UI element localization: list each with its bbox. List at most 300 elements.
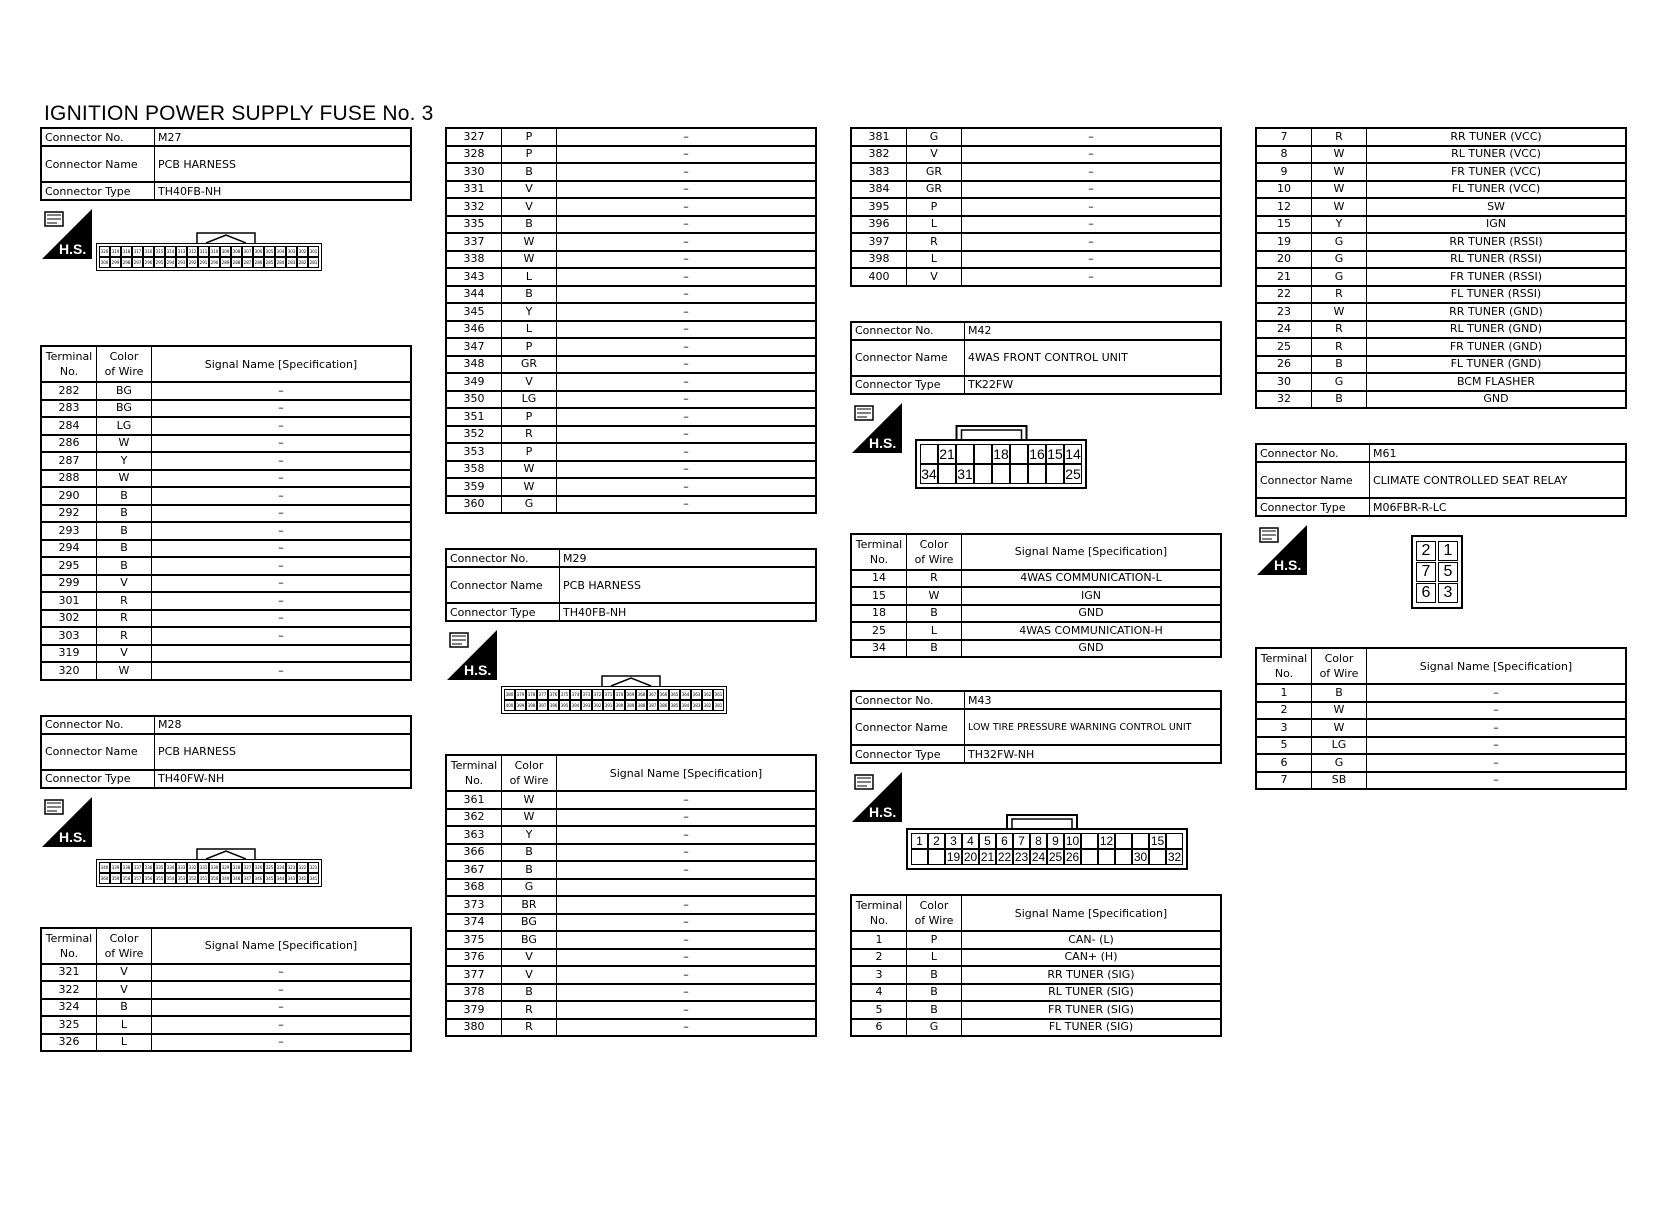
label: Connector Type bbox=[41, 182, 155, 200]
pin-cell: 282 bbox=[297, 257, 308, 268]
label: Connector Name bbox=[851, 340, 965, 376]
pin-cell: 22 bbox=[997, 850, 1012, 864]
signal-name: FL TUNER (SIG) bbox=[962, 1019, 1222, 1037]
connector-name: LOW TIRE PRESSURE WARNING CONTROL UNIT bbox=[965, 709, 1222, 745]
table-row bbox=[446, 338, 816, 356]
label: Connector Name bbox=[851, 709, 965, 745]
signal-name: – bbox=[152, 627, 412, 645]
table-row bbox=[851, 966, 1221, 984]
table-row bbox=[446, 984, 816, 1002]
terminal-no: 284 bbox=[41, 417, 97, 435]
table-row bbox=[446, 931, 816, 949]
wire-color: W bbox=[502, 791, 557, 809]
pin-cell: 358 bbox=[121, 873, 132, 884]
pin-cell bbox=[911, 849, 928, 865]
pin-cell: 308 bbox=[231, 246, 242, 257]
header-signal: Signal Name [Specification] bbox=[557, 755, 817, 791]
table-row bbox=[41, 964, 411, 982]
wire-color: G bbox=[502, 496, 557, 514]
wire-color: Y bbox=[502, 303, 557, 321]
pin-cell: 305 bbox=[264, 246, 275, 257]
pin-cell: 323 bbox=[286, 862, 297, 873]
label: Connector Type bbox=[41, 770, 155, 788]
wire-color: W bbox=[1312, 198, 1367, 216]
table-row bbox=[41, 575, 411, 593]
signal-name: – bbox=[152, 1034, 412, 1052]
table-row bbox=[851, 128, 1221, 146]
pin-cell: 14 bbox=[1065, 445, 1081, 462]
signal-name: IGN bbox=[1367, 216, 1627, 234]
signal-name: RL TUNER (GND) bbox=[1367, 321, 1627, 339]
terminal-no: 361 bbox=[446, 791, 502, 809]
connector-latch bbox=[906, 812, 1178, 828]
terminal-no: 335 bbox=[446, 216, 502, 234]
table-row bbox=[446, 198, 816, 216]
signal-name: – bbox=[962, 216, 1222, 234]
pin-cell: 330 bbox=[209, 862, 220, 873]
pin-cell: 15 bbox=[1150, 834, 1165, 848]
signal-name: FR TUNER (RSSI) bbox=[1367, 268, 1627, 286]
m42-terminal-table bbox=[850, 533, 1222, 659]
pin-cell: 349 bbox=[220, 873, 231, 884]
signal-name: – bbox=[557, 443, 817, 461]
terminal-no: 363 bbox=[446, 826, 502, 844]
connector-name: PCB HARNESS bbox=[155, 734, 412, 770]
pin-cell: 293 bbox=[176, 257, 187, 268]
signal-name: – bbox=[557, 286, 817, 304]
wire-color: V bbox=[502, 949, 557, 967]
signal-name: RL TUNER (RSSI) bbox=[1367, 251, 1627, 269]
pin-cell: 325 bbox=[264, 862, 275, 873]
table-row bbox=[446, 163, 816, 181]
wire-color: R bbox=[907, 570, 962, 588]
wire-color: W bbox=[97, 662, 152, 680]
header-color: Color of Wire bbox=[1312, 648, 1367, 684]
connector-name: CLIMATE CONTROLLED SEAT RELAY bbox=[1370, 462, 1627, 498]
signal-name: – bbox=[152, 999, 412, 1017]
pin-cell: 376 bbox=[548, 689, 559, 700]
pin-cell: 362 bbox=[702, 689, 713, 700]
table-row bbox=[446, 181, 816, 199]
signal-name: 4WAS COMMUNICATION-L bbox=[962, 570, 1222, 588]
signal-name: FR TUNER (GND) bbox=[1367, 338, 1627, 356]
pin-cell: 354 bbox=[165, 873, 176, 884]
wire-color: B bbox=[1312, 356, 1367, 374]
signal-name: – bbox=[557, 251, 817, 269]
signal-name: 4WAS COMMUNICATION-H bbox=[962, 622, 1222, 640]
wire-color: R bbox=[502, 1001, 557, 1019]
signal-name: – bbox=[962, 251, 1222, 269]
pin-cell: 26 bbox=[1065, 850, 1080, 864]
signal-name: RL TUNER (VCC) bbox=[1367, 146, 1627, 164]
pin-cell: 372 bbox=[592, 689, 603, 700]
signal-name: – bbox=[152, 470, 412, 488]
pin-cell: 377 bbox=[537, 689, 548, 700]
table-row bbox=[446, 949, 816, 967]
wire-color: G bbox=[1312, 754, 1367, 772]
pin-cell: 337 bbox=[132, 862, 143, 873]
terminal-no: 3 bbox=[1256, 719, 1312, 737]
m61-terminal-table bbox=[1255, 647, 1627, 790]
connector-type: TH32FW-NH bbox=[965, 745, 1222, 763]
wire-color: W bbox=[1312, 303, 1367, 321]
table-row bbox=[446, 321, 816, 339]
pin-cell: 2 bbox=[1416, 541, 1436, 561]
pin-cell: 313 bbox=[176, 246, 187, 257]
table-row bbox=[1256, 702, 1626, 720]
pin-cell: 316 bbox=[143, 246, 154, 257]
table-row bbox=[851, 1019, 1221, 1037]
table-row bbox=[851, 587, 1221, 605]
label: Connector Type bbox=[1256, 498, 1370, 516]
header-terminal: Terminal No. bbox=[851, 534, 907, 570]
table-row bbox=[1256, 128, 1626, 146]
m61-connector bbox=[1411, 535, 1463, 609]
wire-color: L bbox=[502, 268, 557, 286]
pin-cell: 19 bbox=[946, 850, 961, 864]
terminal-no: 301 bbox=[41, 592, 97, 610]
wire-color: P bbox=[502, 338, 557, 356]
pin-cell: 9 bbox=[1047, 833, 1064, 849]
signal-name: FL TUNER (GND) bbox=[1367, 356, 1627, 374]
signal-name: – bbox=[557, 931, 817, 949]
connector-type: TH40FW-NH bbox=[155, 770, 412, 788]
table-row bbox=[41, 540, 411, 558]
pin-cell: 290 bbox=[209, 257, 220, 268]
label: Connector Type bbox=[851, 376, 965, 394]
terminal-no: 15 bbox=[1256, 216, 1312, 234]
table-row bbox=[446, 461, 816, 479]
signal-name: – bbox=[152, 557, 412, 575]
wire-color: W bbox=[502, 809, 557, 827]
signal-name: – bbox=[557, 1019, 817, 1037]
connector-latch bbox=[601, 674, 661, 686]
terminal-no: 373 bbox=[446, 896, 502, 914]
table-row bbox=[851, 949, 1221, 967]
wire-color: B bbox=[97, 487, 152, 505]
table-row bbox=[41, 400, 411, 418]
wire-color: L bbox=[907, 949, 962, 967]
wire-color: V bbox=[97, 981, 152, 999]
signal-name: – bbox=[1367, 719, 1627, 737]
connector-name: 4WAS FRONT CONTROL UNIT bbox=[965, 340, 1222, 376]
terminal-no: 32 bbox=[1256, 391, 1312, 409]
terminal-no: 287 bbox=[41, 452, 97, 470]
pin-cell: 326 bbox=[253, 862, 264, 873]
signal-name: – bbox=[557, 268, 817, 286]
signal-name: CAN+ (H) bbox=[962, 949, 1222, 967]
harness-side-icon bbox=[447, 630, 497, 680]
terminal-no: 34 bbox=[851, 640, 907, 658]
wire-color: B bbox=[502, 163, 557, 181]
table-row bbox=[1256, 356, 1626, 374]
connector-no: M43 bbox=[965, 691, 1222, 709]
wire-color: R bbox=[97, 592, 152, 610]
table-row bbox=[851, 984, 1221, 1002]
wire-color: W bbox=[502, 251, 557, 269]
wire-color: V bbox=[97, 645, 152, 663]
wire-color: B bbox=[97, 557, 152, 575]
pin-cell: 375 bbox=[559, 689, 570, 700]
table-row bbox=[446, 1001, 816, 1019]
terminal-no: 321 bbox=[41, 964, 97, 982]
signal-name: – bbox=[557, 391, 817, 409]
pin-cell: 345 bbox=[264, 873, 275, 884]
connector-latch bbox=[915, 423, 1068, 439]
column-1 bbox=[40, 127, 412, 1052]
terminal-no: 295 bbox=[41, 557, 97, 575]
table-row bbox=[446, 966, 816, 984]
terminal-no: 22 bbox=[1256, 286, 1312, 304]
pin-cell: 398 bbox=[526, 700, 537, 711]
wire-color: LG bbox=[1312, 737, 1367, 755]
wire-color: B bbox=[502, 286, 557, 304]
pin-cell: 288 bbox=[231, 257, 242, 268]
table-row bbox=[446, 443, 816, 461]
pin-cell: 373 bbox=[581, 689, 592, 700]
signal-name: – bbox=[557, 791, 817, 809]
pin-cell: 335 bbox=[154, 862, 165, 873]
harness-side-icon bbox=[852, 403, 902, 453]
terminal-no: 9 bbox=[1256, 163, 1312, 181]
label: Connector No. bbox=[446, 549, 560, 567]
table-row bbox=[1256, 321, 1626, 339]
wire-color: G bbox=[1312, 268, 1367, 286]
wire-color: B bbox=[907, 984, 962, 1002]
terminal-no: 5 bbox=[851, 1001, 907, 1019]
wire-color: R bbox=[1312, 338, 1367, 356]
signal-name: – bbox=[557, 1001, 817, 1019]
m29-connector bbox=[501, 674, 727, 714]
pin-cell: 351 bbox=[198, 873, 209, 884]
wire-color: BG bbox=[97, 400, 152, 418]
wire-color: L bbox=[907, 251, 962, 269]
pin-cell: 15 bbox=[1047, 445, 1063, 462]
pin-cell: 21 bbox=[980, 850, 995, 864]
table-row bbox=[446, 303, 816, 321]
terminal-no: 367 bbox=[446, 861, 502, 879]
m28-connector bbox=[96, 847, 322, 887]
signal-name: RL TUNER (SIG) bbox=[962, 984, 1222, 1002]
harness-side-icon bbox=[852, 772, 902, 822]
terminal-no: 350 bbox=[446, 391, 502, 409]
pin-cell: 32 bbox=[1167, 850, 1182, 864]
connector-type: TK22FW bbox=[965, 376, 1222, 394]
signal-name: – bbox=[557, 984, 817, 1002]
pin-cell: 7 bbox=[1013, 833, 1030, 849]
hs-label: H.S. bbox=[59, 828, 87, 845]
header-terminal: Terminal No. bbox=[446, 755, 502, 791]
table-row bbox=[1256, 754, 1626, 772]
terminal-no: 24 bbox=[1256, 321, 1312, 339]
table-row bbox=[41, 505, 411, 523]
header-terminal: Terminal No. bbox=[851, 895, 907, 931]
wire-color: BG bbox=[97, 382, 152, 400]
wire-color: B bbox=[502, 861, 557, 879]
pin-cell: 383 bbox=[691, 700, 702, 711]
pin-cell: 31 bbox=[957, 465, 973, 482]
wire-color: LG bbox=[97, 417, 152, 435]
terminal-no: 302 bbox=[41, 610, 97, 628]
terminal-no: 286 bbox=[41, 435, 97, 453]
pin-cell bbox=[1166, 833, 1183, 849]
connector-latch bbox=[196, 231, 256, 243]
wire-color: G bbox=[907, 1019, 962, 1037]
wire-color: G bbox=[502, 879, 557, 897]
wire-color: GR bbox=[907, 181, 962, 199]
wire-color: R bbox=[1312, 321, 1367, 339]
signal-name: – bbox=[557, 496, 817, 514]
terminal-no: 380 bbox=[446, 1019, 502, 1037]
table-row bbox=[851, 931, 1221, 949]
terminal-no: 345 bbox=[446, 303, 502, 321]
pin-cell bbox=[974, 464, 992, 484]
wire-color: V bbox=[502, 198, 557, 216]
terminal-no: 362 bbox=[446, 809, 502, 827]
table-row bbox=[41, 627, 411, 645]
table-row bbox=[41, 1016, 411, 1034]
pin-cell: 21 bbox=[939, 445, 955, 462]
terminal-no: 338 bbox=[446, 251, 502, 269]
pin-cell: 336 bbox=[143, 862, 154, 873]
wire-color: V bbox=[502, 966, 557, 984]
pin-cell: 370 bbox=[614, 689, 625, 700]
pin-cell bbox=[920, 444, 938, 464]
continued-table-2 bbox=[445, 127, 817, 514]
wire-color: V bbox=[97, 964, 152, 982]
connector-no: M42 bbox=[965, 322, 1222, 340]
pin-cell: 356 bbox=[143, 873, 154, 884]
table-row bbox=[446, 216, 816, 234]
pin-cell: 379 bbox=[515, 689, 526, 700]
pin-cell: 378 bbox=[526, 689, 537, 700]
signal-name: – bbox=[152, 382, 412, 400]
pin-cell: 318 bbox=[121, 246, 132, 257]
signal-name: – bbox=[152, 505, 412, 523]
wire-color: P bbox=[502, 408, 557, 426]
terminal-no: 327 bbox=[446, 128, 502, 146]
pin-cell: 4 bbox=[962, 833, 979, 849]
pin-cell: 394 bbox=[570, 700, 581, 711]
pin-cell: 5 bbox=[979, 833, 996, 849]
terminal-no: 324 bbox=[41, 999, 97, 1017]
pin-cell: 361 bbox=[713, 689, 724, 700]
table-row bbox=[851, 181, 1221, 199]
connector-no: M27 bbox=[155, 128, 412, 146]
m27-connector bbox=[96, 231, 322, 271]
pin-cell bbox=[938, 464, 956, 484]
pin-cell: 364 bbox=[680, 689, 691, 700]
pin-cell: 286 bbox=[253, 257, 264, 268]
m29-info bbox=[445, 548, 817, 622]
hs-label: H.S. bbox=[59, 241, 87, 257]
label: Connector Type bbox=[446, 603, 560, 621]
pin-cell: 1 bbox=[911, 833, 928, 849]
signal-name: SW bbox=[1367, 198, 1627, 216]
table-row bbox=[41, 592, 411, 610]
pin-cell: 386 bbox=[658, 700, 669, 711]
pin-cell: 285 bbox=[264, 257, 275, 268]
wire-color: P bbox=[907, 198, 962, 216]
wire-color: L bbox=[907, 216, 962, 234]
terminal-no: 325 bbox=[41, 1016, 97, 1034]
terminal-no: 326 bbox=[41, 1034, 97, 1052]
wire-color: B bbox=[1312, 684, 1367, 702]
m43-info bbox=[850, 690, 1222, 764]
terminal-no: 397 bbox=[851, 233, 907, 251]
terminal-no: 368 bbox=[446, 879, 502, 897]
terminal-no: 319 bbox=[41, 645, 97, 663]
wire-color: W bbox=[1312, 146, 1367, 164]
pin-cell: 7 bbox=[1416, 562, 1436, 582]
terminal-no: 381 bbox=[851, 128, 907, 146]
wire-color: W bbox=[502, 233, 557, 251]
wire-color: B bbox=[97, 999, 152, 1017]
connector-latch bbox=[196, 847, 256, 859]
signal-name: – bbox=[557, 198, 817, 216]
header-terminal: Terminal No. bbox=[1256, 648, 1312, 684]
wire-color: GR bbox=[907, 163, 962, 181]
wire-color: R bbox=[502, 1019, 557, 1037]
pin-cell: 338 bbox=[121, 862, 132, 873]
m42-info bbox=[850, 321, 1222, 395]
terminal-no: 294 bbox=[41, 540, 97, 558]
pin-cell: 291 bbox=[198, 257, 209, 268]
signal-name: – bbox=[152, 435, 412, 453]
header-signal: Signal Name [Specification] bbox=[962, 534, 1222, 570]
pin-cell: 25 bbox=[1065, 465, 1081, 482]
label: Connector No. bbox=[41, 716, 155, 734]
m27-info bbox=[40, 127, 412, 201]
pin-cell bbox=[928, 849, 945, 865]
label: Connector Name bbox=[1256, 462, 1370, 498]
pin-cell: 374 bbox=[570, 689, 581, 700]
terminal-no: 5 bbox=[1256, 737, 1312, 755]
wire-color: B bbox=[502, 984, 557, 1002]
pin-cell: 339 bbox=[110, 862, 121, 873]
table-row bbox=[446, 896, 816, 914]
table-row bbox=[41, 662, 411, 680]
pin-cell: 10 bbox=[1065, 834, 1080, 848]
terminal-no: 344 bbox=[446, 286, 502, 304]
terminal-no: 330 bbox=[446, 163, 502, 181]
terminal-no: 377 bbox=[446, 966, 502, 984]
pin-cell: 355 bbox=[154, 873, 165, 884]
pin-cell bbox=[1115, 849, 1132, 865]
pin-cell: 2 bbox=[928, 833, 945, 849]
table-row bbox=[41, 435, 411, 453]
signal-name: – bbox=[557, 163, 817, 181]
table-row bbox=[41, 417, 411, 435]
wire-color: L bbox=[97, 1016, 152, 1034]
pin-cell: 283 bbox=[286, 257, 297, 268]
signal-name: – bbox=[152, 400, 412, 418]
wire-color: L bbox=[97, 1034, 152, 1052]
table-row bbox=[1256, 233, 1626, 251]
header-signal: Signal Name [Specification] bbox=[1367, 648, 1627, 684]
pin-cell: 320 bbox=[99, 246, 110, 257]
table-row bbox=[446, 879, 816, 897]
table-row bbox=[1256, 181, 1626, 199]
pin-cell: 297 bbox=[132, 257, 143, 268]
terminal-no: 1 bbox=[1256, 684, 1312, 702]
terminal-no: 352 bbox=[446, 426, 502, 444]
header-terminal: Terminal No. bbox=[41, 928, 97, 964]
signal-name: – bbox=[557, 478, 817, 496]
table-row bbox=[851, 570, 1221, 588]
terminal-no: 349 bbox=[446, 373, 502, 391]
pin-cell: 342 bbox=[297, 873, 308, 884]
